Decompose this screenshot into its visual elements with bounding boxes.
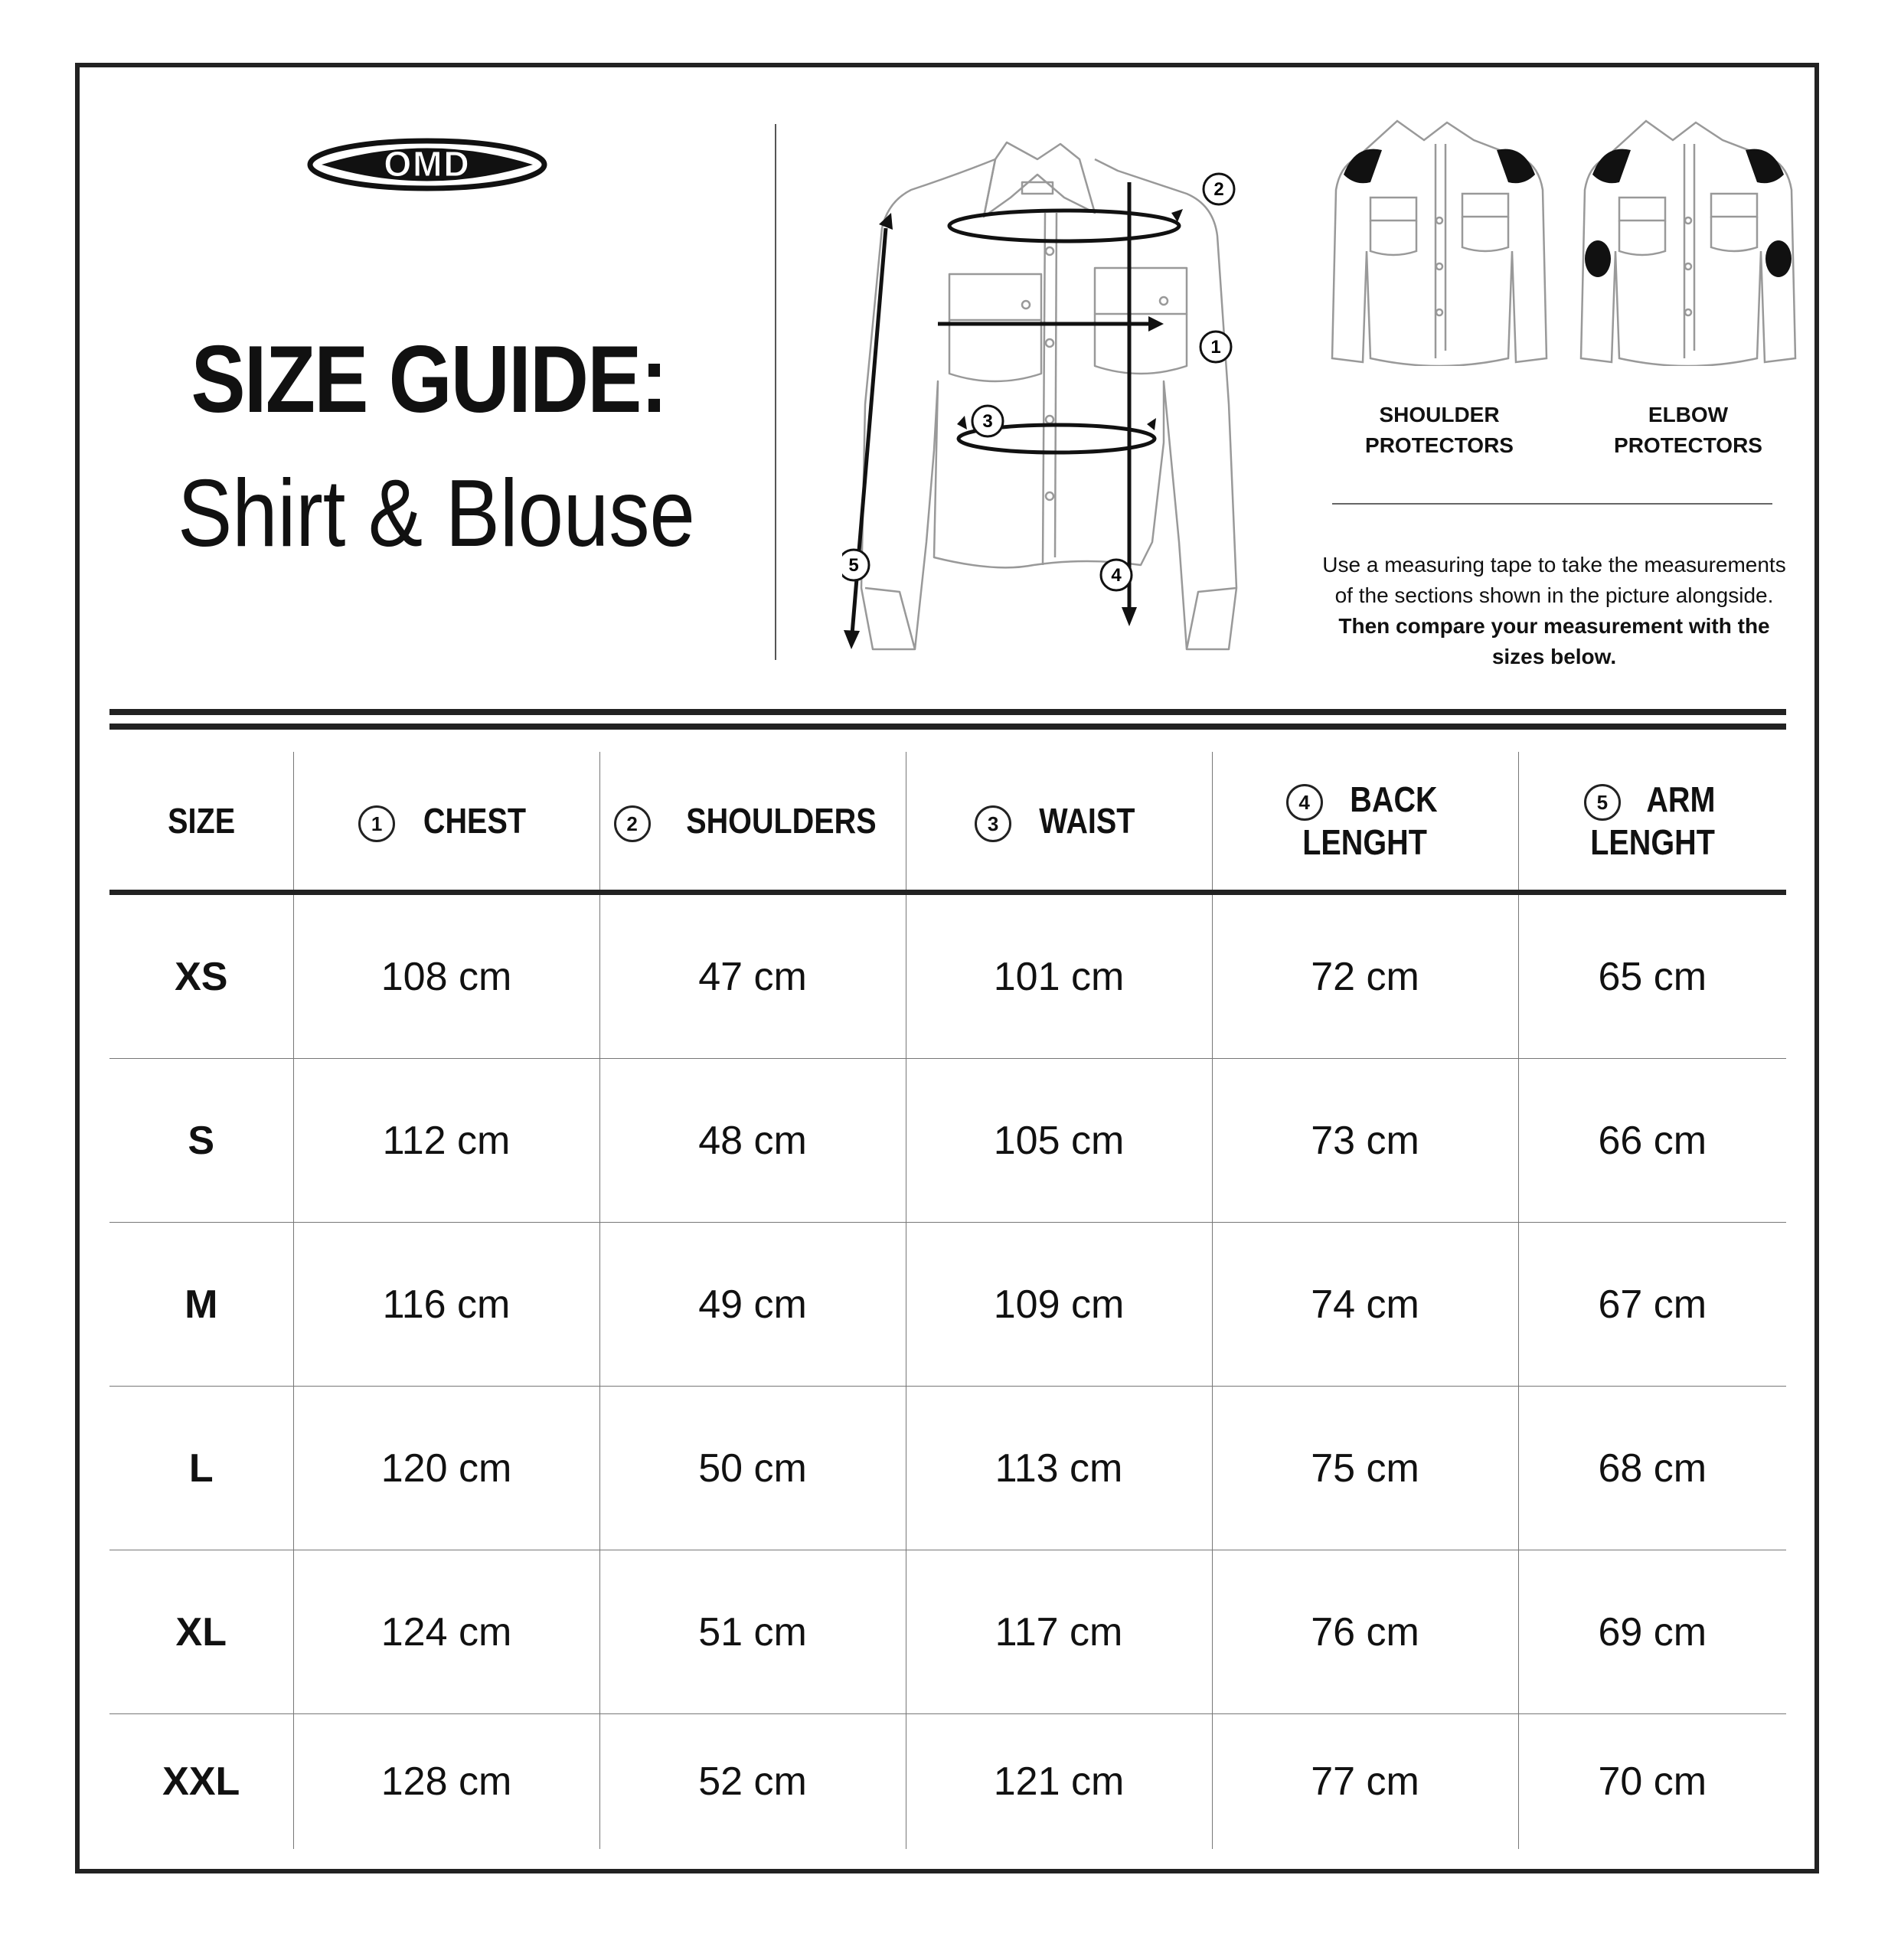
shoulders-cell: 48 cm xyxy=(599,1059,906,1223)
size-cell: S xyxy=(109,1059,293,1223)
svg-text:3: 3 xyxy=(982,411,993,432)
chest-cell: 124 cm xyxy=(293,1550,599,1714)
back-length-cell: 72 cm xyxy=(1212,893,1518,1059)
marker-4: 4 xyxy=(1286,784,1323,821)
header-shoulders: 2 SHOULDERS xyxy=(599,752,906,893)
marker-5: 5 xyxy=(1584,784,1621,821)
table-row xyxy=(109,1387,1786,1550)
page-subtitle: Shirt & Blouse xyxy=(178,461,695,567)
table-row xyxy=(109,1059,1786,1223)
header-waist: 3 WAIST xyxy=(906,752,1212,893)
svg-text:OMD: OMD xyxy=(384,144,471,184)
table-top-rule-2 xyxy=(109,724,1786,730)
back-length-cell: 77 cm xyxy=(1212,1714,1518,1850)
elbow-protectors-label: ELBOW PROTECTORS xyxy=(1614,403,1762,457)
chest-cell: 112 cm xyxy=(293,1059,599,1223)
waist-cell: 105 cm xyxy=(906,1059,1212,1223)
size-cell: M xyxy=(109,1223,293,1387)
arm-length-cell: 70 cm xyxy=(1518,1714,1786,1850)
chest-cell: 116 cm xyxy=(293,1223,599,1387)
header-arm-length: 5 ARM LENGHT xyxy=(1518,752,1786,893)
marker-2: 2 xyxy=(614,805,651,842)
size-cell: L xyxy=(109,1387,293,1550)
svg-text:1: 1 xyxy=(1210,337,1221,358)
measuring-instructions: Use a measuring tape to take the measurements of the sections shown in the picture alongside. Then compare your measurement with the sizes below. xyxy=(1322,553,1786,668)
table-row xyxy=(109,1223,1786,1387)
table-top-rule xyxy=(109,709,1786,715)
chest-cell: 120 cm xyxy=(293,1387,599,1550)
size-cell: XL xyxy=(109,1550,293,1714)
shirt-measurement-diagram xyxy=(842,129,1271,665)
waist-cell: 101 cm xyxy=(906,893,1212,1059)
shoulders-cell: 52 cm xyxy=(599,1714,906,1850)
table-row xyxy=(109,893,1786,1059)
table-header-row xyxy=(109,752,1786,893)
header-divider xyxy=(775,124,776,660)
page-title: SIZE GUIDE: xyxy=(191,327,667,433)
header-back-length: 4 BACK LENGHT xyxy=(1212,752,1518,893)
arm-length-cell: 69 cm xyxy=(1518,1550,1786,1714)
arm-length-cell: 66 cm xyxy=(1518,1059,1786,1223)
arm-length-cell: 67 cm xyxy=(1518,1223,1786,1387)
marker-3: 3 xyxy=(975,805,1011,842)
shoulders-cell: 50 cm xyxy=(599,1387,906,1550)
size-cell: XS xyxy=(109,893,293,1059)
chest-cell: 128 cm xyxy=(293,1714,599,1850)
svg-text:2: 2 xyxy=(1213,179,1224,200)
waist-cell: 109 cm xyxy=(906,1223,1212,1387)
table-row xyxy=(109,1714,1786,1850)
back-length-cell: 73 cm xyxy=(1212,1059,1518,1223)
shoulders-cell: 47 cm xyxy=(599,893,906,1059)
back-length-cell: 75 cm xyxy=(1212,1387,1518,1550)
chest-cell: 108 cm xyxy=(293,893,599,1059)
shoulder-protector-diagram xyxy=(1324,113,1554,366)
waist-cell: 117 cm xyxy=(906,1550,1212,1714)
shoulders-cell: 51 cm xyxy=(599,1550,906,1714)
instructions-divider xyxy=(1332,503,1772,505)
arm-length-cell: 68 cm xyxy=(1518,1387,1786,1550)
size-table xyxy=(109,752,1786,1849)
waist-cell: 121 cm xyxy=(906,1714,1212,1850)
header-chest: 1 CHEST xyxy=(293,752,599,893)
elbow-protector-diagram xyxy=(1573,113,1803,366)
back-length-cell: 76 cm xyxy=(1212,1550,1518,1714)
marker-1: 1 xyxy=(358,805,395,842)
waist-cell: 113 cm xyxy=(906,1387,1212,1550)
arm-length-cell: 65 cm xyxy=(1518,893,1786,1059)
header-size: SIZE xyxy=(109,752,293,893)
svg-text:4: 4 xyxy=(1111,565,1122,586)
shoulders-cell: 49 cm xyxy=(599,1223,906,1387)
omd-logo xyxy=(306,138,548,191)
back-length-cell: 74 cm xyxy=(1212,1223,1518,1387)
size-cell: XXL xyxy=(162,1759,240,1804)
svg-text:5: 5 xyxy=(848,555,859,576)
shoulder-protectors-label: SHOULDER PROTECTORS xyxy=(1365,403,1514,457)
table-row xyxy=(109,1550,1786,1714)
